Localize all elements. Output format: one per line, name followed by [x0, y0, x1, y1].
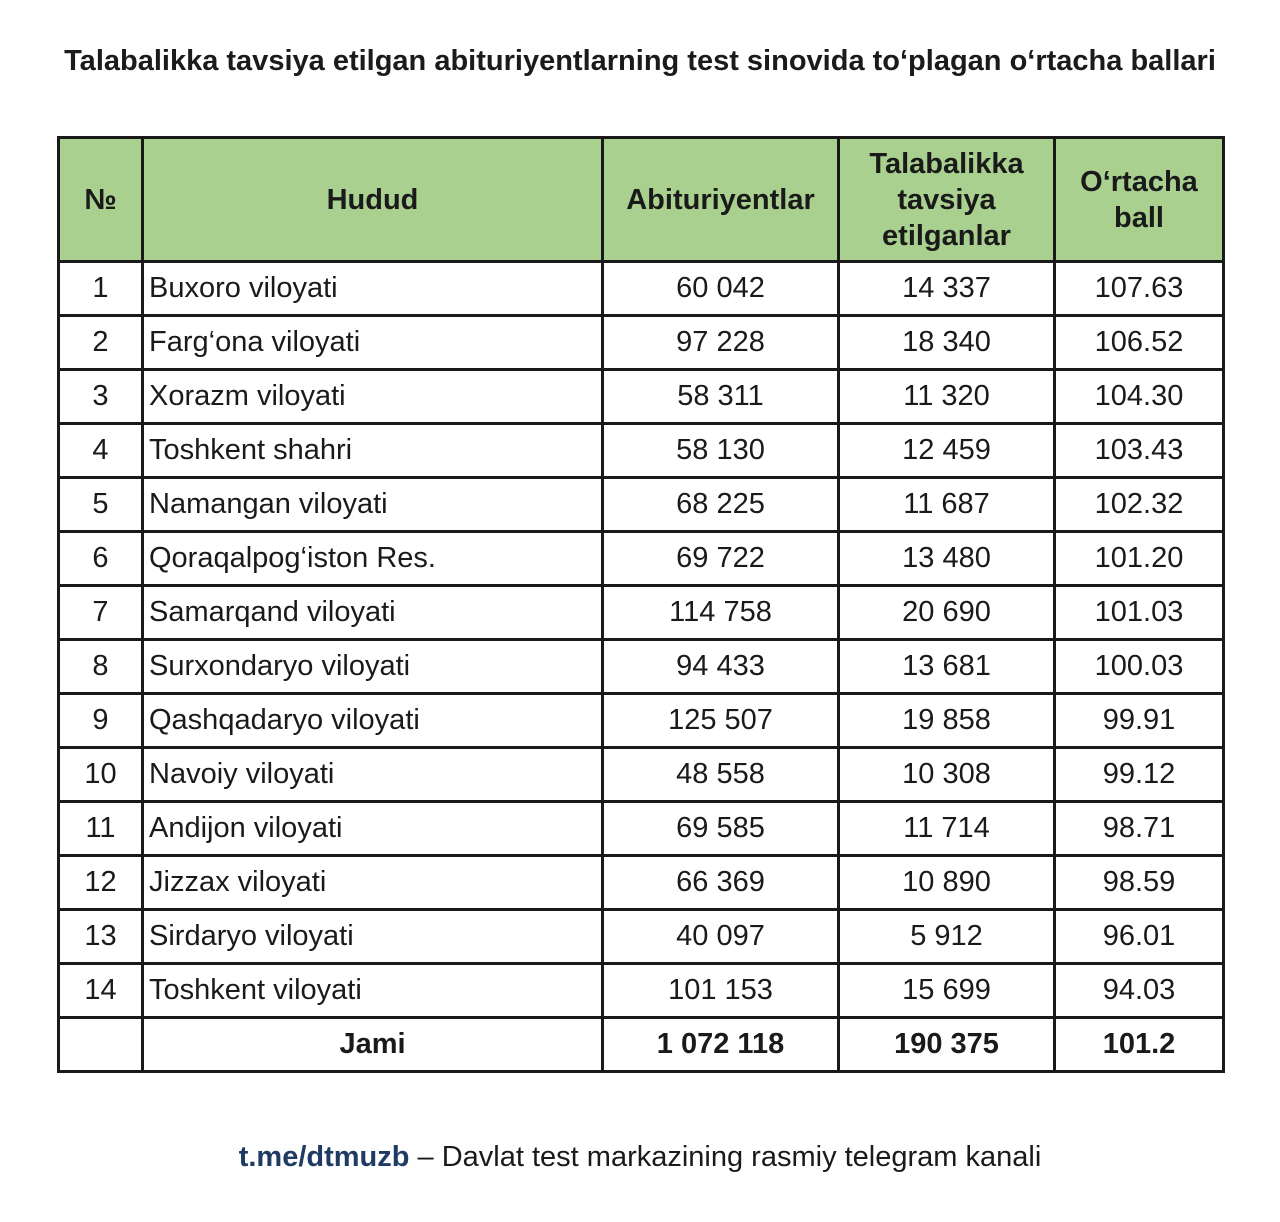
row-region: Jizzax viloyati [143, 856, 603, 910]
row-recommended: 20 690 [839, 586, 1055, 640]
row-average: 101.03 [1055, 586, 1224, 640]
total-row [59, 1018, 1224, 1072]
row-average: 103.43 [1055, 424, 1224, 478]
row-number: 6 [59, 532, 143, 586]
row-applicants: 58 130 [603, 424, 839, 478]
row-recommended: 11 320 [839, 370, 1055, 424]
row-average: 102.32 [1055, 478, 1224, 532]
table-row [59, 316, 1224, 370]
row-average: 99.91 [1055, 694, 1224, 748]
footer [0, 1137, 1280, 1177]
row-region: Sirdaryo viloyati [143, 910, 603, 964]
row-number: 2 [59, 316, 143, 370]
row-applicants: 97 228 [603, 316, 839, 370]
table-row [59, 640, 1224, 694]
table-row [59, 478, 1224, 532]
row-recommended: 10 308 [839, 748, 1055, 802]
header-region: Hudud [143, 138, 603, 262]
row-recommended: 18 340 [839, 316, 1055, 370]
header-average [1055, 138, 1224, 262]
row-number: 3 [59, 370, 143, 424]
row-region: Andijon viloyati [143, 802, 603, 856]
row-applicants: 101 153 [603, 964, 839, 1018]
row-region: Farg‘ona viloyati [143, 316, 603, 370]
row-recommended: 12 459 [839, 424, 1055, 478]
row-number: 9 [59, 694, 143, 748]
row-applicants: 58 311 [603, 370, 839, 424]
footer-text: – Davlat test markazining rasmiy telegram kanali [409, 1141, 1042, 1173]
row-region: Qashqadaryo viloyati [143, 694, 603, 748]
total-average: 101.2 [1055, 1018, 1224, 1072]
row-number: 8 [59, 640, 143, 694]
table-row [59, 964, 1224, 1018]
row-number: 14 [59, 964, 143, 1018]
row-average: 104.30 [1055, 370, 1224, 424]
table-row [59, 262, 1224, 316]
row-average: 107.63 [1055, 262, 1224, 316]
table-row [59, 856, 1224, 910]
row-recommended: 10 890 [839, 856, 1055, 910]
row-applicants: 40 097 [603, 910, 839, 964]
row-average: 98.59 [1055, 856, 1224, 910]
row-recommended: 19 858 [839, 694, 1055, 748]
table-row [59, 910, 1224, 964]
page-title: Talabalikka tavsiya etilgan abituriyentlarning test sinovida to‘plagan o‘rtacha ballari [64, 45, 1216, 77]
row-recommended: 13 681 [839, 640, 1055, 694]
table-row [59, 424, 1224, 478]
header-average-label: O‘rtacha ball [1080, 165, 1198, 234]
row-recommended: 15 699 [839, 964, 1055, 1018]
table-row [59, 586, 1224, 640]
row-applicants: 114 758 [603, 586, 839, 640]
row-applicants: 68 225 [603, 478, 839, 532]
table-header-row [59, 138, 1224, 262]
header-number: № [59, 138, 143, 262]
row-average: 106.52 [1055, 316, 1224, 370]
row-average: 96.01 [1055, 910, 1224, 964]
row-applicants: 60 042 [603, 262, 839, 316]
row-average: 101.20 [1055, 532, 1224, 586]
row-applicants: 69 585 [603, 802, 839, 856]
table-row [59, 748, 1224, 802]
row-number: 1 [59, 262, 143, 316]
header-applicants: Abituriyentlar [603, 138, 839, 262]
row-recommended: 13 480 [839, 532, 1055, 586]
row-average: 94.03 [1055, 964, 1224, 1018]
table-row [59, 802, 1224, 856]
row-number: 12 [59, 856, 143, 910]
row-applicants: 69 722 [603, 532, 839, 586]
row-region: Namangan viloyati [143, 478, 603, 532]
row-recommended: 11 687 [839, 478, 1055, 532]
row-number: 10 [59, 748, 143, 802]
row-region: Navoiy viloyati [143, 748, 603, 802]
row-applicants: 66 369 [603, 856, 839, 910]
row-number: 4 [59, 424, 143, 478]
row-average: 100.03 [1055, 640, 1224, 694]
row-average: 98.71 [1055, 802, 1224, 856]
row-region: Surxondaryo viloyati [143, 640, 603, 694]
row-applicants: 48 558 [603, 748, 839, 802]
row-applicants: 94 433 [603, 640, 839, 694]
table-row [59, 694, 1224, 748]
total-applicants: 1 072 118 [603, 1018, 839, 1072]
row-region: Xorazm viloyati [143, 370, 603, 424]
row-number: 7 [59, 586, 143, 640]
total-recommended: 190 375 [839, 1018, 1055, 1072]
row-number: 13 [59, 910, 143, 964]
table-row [59, 532, 1224, 586]
total-label: Jami [143, 1018, 603, 1072]
row-region: Toshkent viloyati [143, 964, 603, 1018]
results-table [57, 136, 1225, 1073]
telegram-link[interactable]: t.me/dtmuzb [238, 1141, 410, 1173]
header-recommended-label: Talabalikka tavsiya etilganlar [869, 147, 1024, 252]
row-average: 99.12 [1055, 748, 1224, 802]
row-region: Qoraqalpog‘iston Res. [143, 532, 603, 586]
row-number: 5 [59, 478, 143, 532]
table-row [59, 370, 1224, 424]
table-body [59, 262, 1224, 1018]
row-applicants: 125 507 [603, 694, 839, 748]
row-recommended: 14 337 [839, 262, 1055, 316]
row-number: 11 [59, 802, 143, 856]
row-recommended: 5 912 [839, 910, 1055, 964]
total-number-cell [59, 1018, 143, 1072]
row-region: Toshkent shahri [143, 424, 603, 478]
row-region: Buxoro viloyati [143, 262, 603, 316]
row-recommended: 11 714 [839, 802, 1055, 856]
row-region: Samarqand viloyati [143, 586, 603, 640]
header-recommended [839, 138, 1055, 262]
